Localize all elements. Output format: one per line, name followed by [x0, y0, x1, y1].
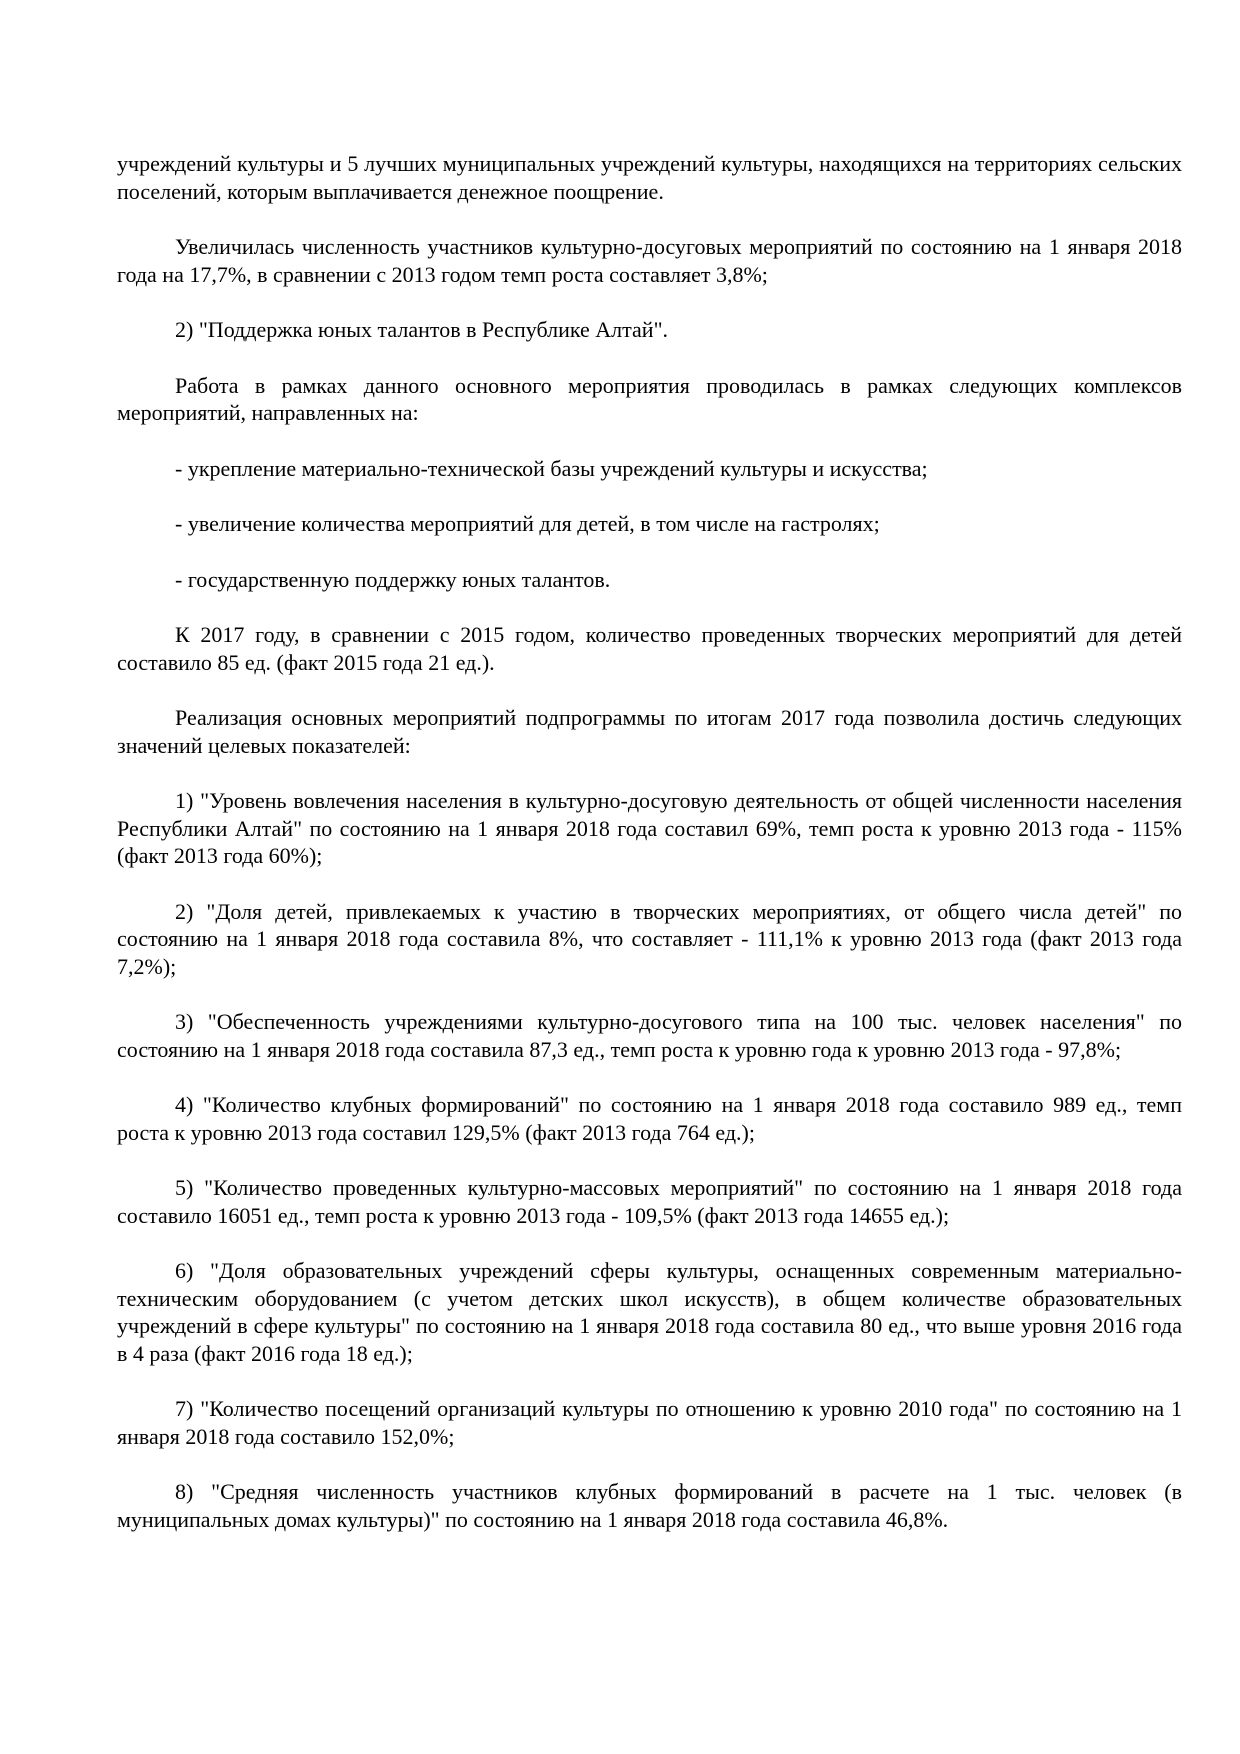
indicator-3: 3) "Обеспеченность учреждениями культурно-досугового типа на 100 тыс. человек населения" по состоянию на 1 января 2018 года составила 87,3 ед., темп роста к уровню года к уровню 2013 года - 97,8%;	[117, 1009, 1182, 1062]
indicator-8: 8) "Средняя численность участников клубных формирований в расчете на 1 тыс. человек (в муниципальных домах культуры)" по состоянию на 1 января 2018 года составила 46,8%.	[117, 1479, 1182, 1532]
paragraph-events-2017: К 2017 году, в сравнении с 2015 годом, количество проведенных творческих мероприятий для детей составило 85 ед. (факт 2015 года 21 ед.).	[117, 622, 1182, 675]
indicator-4: 4) "Количество клубных формирований" по состоянию на 1 января 2018 года составило 989 ед., темп роста к уровню 2013 года составил 129,5% (факт 2013 года 764 ед.);	[117, 1092, 1182, 1145]
paragraph-results-intro: Реализация основных мероприятий подпрограммы по итогам 2017 года позволила достичь следующих значений целевых показателей:	[117, 705, 1182, 758]
document-body	[117, 150, 1182, 1533]
indicator-2: 2) "Доля детей, привлекаемых к участию в творческих мероприятиях, от общего числа детей" по состоянию на 1 января 2018 года составила 8%, что составляет - 111,1% к уровню 2013 года (факт 2013 года 7,2%);	[117, 898, 1182, 979]
paragraph-work-scope: Работа в рамках данного основного мероприятия проводилась в рамках следующих комплексов мероприятий, направленных на:	[117, 372, 1182, 425]
paragraph-subprogram-heading: 2) "Поддержка юных талантов в Республике Алтай".	[175, 317, 669, 342]
indicator-7: 7) "Количество посещений организаций культуры по отношению к уровню 2010 года" по состоянию на 1 января 2018 года составило 152,0%;	[117, 1396, 1182, 1449]
list-item-material-base: - укрепление материально-технической базы учреждений культуры и искусства;	[175, 455, 928, 481]
indicator-6: 6) "Доля образовательных учреждений сферы культуры, оснащенных современным материально-техническим оборудованием (с учетом детских школ искусств), в общем количестве образовательных учреждений в сфере культуры" по состоянию на 1 января 2018 года составила 80 ед., что выше уровня 2016 года в 4 раза (факт 2016 года 18 ед.);	[117, 1258, 1182, 1366]
paragraph-participants-growth: Увеличилась численность участников культурно-досуговых мероприятий по состоянию на 1 января 2018 года на 17,7%, в сравнении с 2013 годом темп роста составляет 3,8%;	[117, 234, 1182, 287]
list-item-talent-support: - государственную поддержку юных талантов.	[175, 566, 611, 592]
indicator-5: 5) "Количество проведенных культурно-массовых мероприятий" по состоянию на 1 января 2018 года составило 16051 ед., темп роста к уровню 2013 года - 109,5% (факт 2013 года 14655 ед.);	[117, 1175, 1182, 1228]
list-item-children-events: - увеличение количества мероприятий для детей, в том числе на гастролях;	[175, 511, 880, 536]
indicator-1: 1) "Уровень вовлечения населения в культурно-досуговую деятельность от общей численности населения Республики Алтай" по состоянию на 1 января 2018 года составил 69%, темп роста к уровню 2013 года - 115% (факт 2013 года 60%);	[117, 788, 1182, 868]
paragraph-continuation: учреждений культуры и 5 лучших муниципальных учреждений культуры, находящихся на территориях сельских поселений, которым выплачивается денежное поощрение.	[117, 151, 1182, 204]
